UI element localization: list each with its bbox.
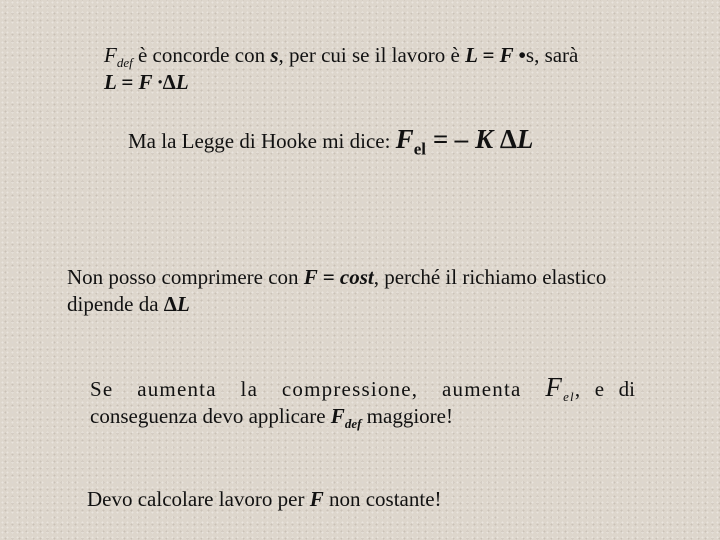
paragraph-conclusion: [87, 486, 607, 513]
subscript-def: def: [116, 55, 133, 71]
symbol-f: F: [104, 43, 117, 67]
text-sara: s, sarà: [525, 43, 579, 67]
paragraph-work-direction: [104, 42, 664, 96]
text-non-posso: Non posso comprimere con: [67, 265, 304, 289]
text-concorde: è concorde con: [132, 43, 271, 67]
text-devo-calcolare: Devo calcolare lavoro per: [87, 487, 310, 511]
formula-work-delta: L = F ·: [104, 70, 163, 94]
formula-f-cost: F = cost: [303, 265, 374, 289]
formula-hooke: [395, 124, 534, 159]
subscript-el: el: [563, 389, 575, 405]
symbol-delta: Δ: [499, 124, 517, 154]
symbol-l: L: [516, 124, 534, 154]
text-per-cui: , per cui se il lavoro è: [278, 43, 466, 67]
symbol-f: F: [309, 487, 324, 511]
formula-equals-k: = – K: [425, 124, 500, 154]
paragraph-cannot-compress: [67, 264, 617, 318]
symbol-s: s: [270, 43, 279, 67]
paragraph-compression: [90, 374, 635, 430]
symbol-f-def: F: [330, 404, 345, 428]
text-se-aumenta: Se aumenta la compressione, aumenta: [90, 377, 546, 401]
symbol-delta: Δ: [162, 70, 176, 94]
bullet-operator: •: [518, 43, 526, 67]
symbol-delta: Δ: [163, 292, 177, 316]
text-conseguenza: , e di conseguenza devo applicare: [90, 377, 635, 428]
text-non-costante: non costante!: [323, 487, 442, 511]
paragraph-hooke-law: [128, 124, 648, 159]
subscript-def: def: [344, 416, 362, 432]
text-hooke: Ma la Legge di Hooke mi dice:: [128, 129, 396, 153]
symbol-f-el: F: [395, 124, 414, 154]
text-richiamo: , perché il richiamo elastico dipende da: [67, 265, 607, 316]
formula-work: L = F: [465, 43, 519, 67]
symbol-l: L: [175, 70, 189, 94]
subscript-el: el: [413, 139, 426, 159]
symbol-l: L: [176, 292, 190, 316]
symbol-f-el: F: [545, 372, 564, 402]
text-maggiore: maggiore!: [361, 404, 453, 428]
